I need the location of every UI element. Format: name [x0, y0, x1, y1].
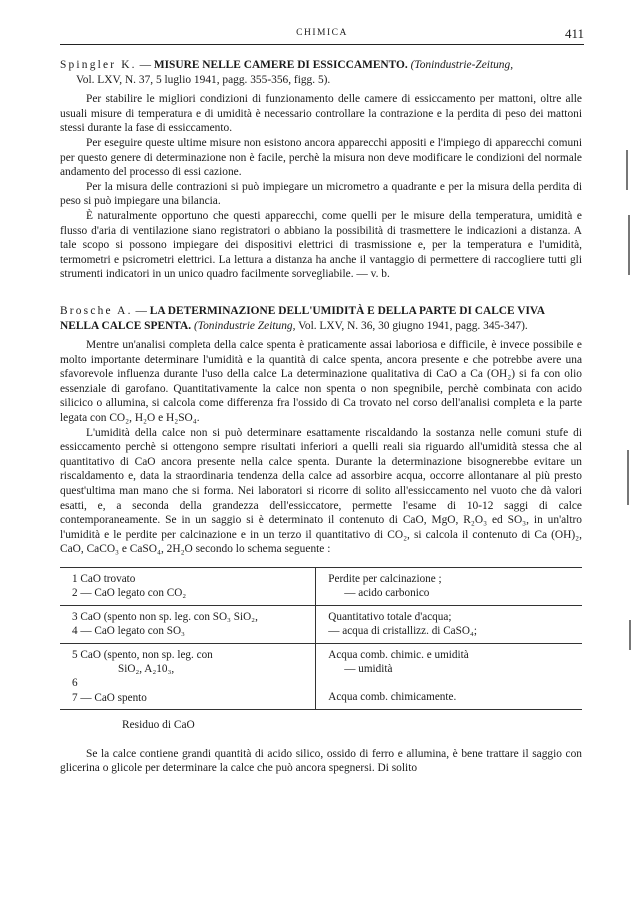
entry-citation: Vol. LXV, N. 36, 30 giugno 1941, pagg. 345-347). [298, 319, 528, 332]
entry-heading: Brosche A. — LA DETERMINAZIONE DELL'UMIDITÀ E DELLA PARTE DI CALCE VIVA NELLA CALCE SPENTA. (Tonindustrie Zeitung, Vol. LXV, N. 36, 30 giugno 1941, pagg. 345-347). [60, 304, 545, 332]
scheme-line: Quantitativo totale d'acqua; [328, 610, 452, 623]
scheme-line: 1 CaO trovato [72, 573, 136, 585]
paragraph: Se la calce contiene grandi quantità di acido silico, ossido di ferro e allumina, è bene trattare il saggio con glicerina o glicole per determinare la calce che può ancora spegnersi. Di solito [60, 747, 582, 775]
scheme-blank-line [328, 676, 572, 690]
scheme-line: 4 — CaO legato con SO₃ [72, 625, 185, 638]
running-header [60, 26, 584, 42]
entry-title: MISURE NELLE CAMERE DI ESSICCAMENTO. [153, 59, 408, 71]
entry-heading: Spingler K. — MISURE NELLE CAMERE DI ESSICCAMENTO. (Tonindustrie-Zeitung, Vol. LXV, N. 37, 5 luglio 1941, pagg. 355-356, figg. 5). [60, 58, 582, 87]
scheme-line: — acido carbonico [344, 587, 430, 600]
scheme-right-cell [316, 568, 582, 606]
entry-author: Brosche A. [60, 304, 133, 317]
scheme-row [60, 643, 582, 710]
scan-edge-mark [629, 620, 631, 650]
header-rule [60, 44, 584, 45]
abstract-entry [60, 58, 582, 282]
scheme-line: Acqua comb. chimicamente. [328, 691, 457, 704]
scheme-line: 2 — CaO legato con CO₂ [72, 587, 187, 600]
scheme-line: 6 [72, 677, 78, 690]
scan-edge-mark [627, 450, 629, 505]
scan-edge-mark [626, 150, 628, 190]
paragraph: È naturalmente opportuno che questi apparecchi, come quelli per le misure della temperatura, umidità e flusso d'aria di ventilazione siano registratori o abbiano la possibilità di trasmettere le indicazioni a distanza. A tale scopo si possono impiegare dei dispositivi elettrici di trasmissione e, per la temperatura e l'umidità, termometri e psicrometri elettrici. La lettura a distanza ha anche il vantaggio di permettere di raccogliere tutti gli strumenti indicatori in un unico quadro facilmente sorvegliabile. — v. b. [60, 209, 582, 281]
paragraph: Per stabilire le migliori condizioni di funzionamento delle camere di essiccamento per mattoni, oltre alle usuali misure di temperatura e di umidità è necessario controllare la contrazione e la perdita di peso dei mattoni stessi durante la fase di essiccamento. [60, 93, 582, 135]
calculation-scheme-table [60, 567, 582, 710]
scheme-line: 5 CaO (spento, non sp. leg. con [72, 648, 213, 661]
entry-citation: Vol. LXV, N. 37, 5 luglio 1941, pagg. 355-356, figg. 5). [76, 73, 331, 86]
scheme-line: Perdite per calcinazione ; [328, 573, 442, 585]
scheme-line: 3 CaO (spento non sp. leg. con SO₃ SiO₂, [72, 610, 258, 623]
scheme-right-cell [316, 605, 582, 643]
scheme-line: SiO₂, A₂10₃, [118, 663, 175, 676]
scheme-left-cell [60, 643, 316, 710]
paragraph: Per la misura delle contrazioni si può impiegare un micrometro a quadrante e per la misura della perdita di peso si può impiegare una bilancia. [60, 180, 582, 208]
scheme-line: 7 — CaO spento [72, 691, 147, 704]
scheme-line: Acqua comb. chimic. e umidità [328, 648, 469, 661]
scheme-left-cell [60, 568, 316, 606]
scheme-row [60, 568, 582, 606]
entry-journal: (Tonindustrie Zeitung, [193, 319, 296, 332]
paragraph: Per eseguire queste ultime misure non esistono ancora apparecchi appositi e l'impiego di apparecchi comuni per questo genere di determinazione non è facile, perchè la misura non deve modificare le condizioni del normale andamento del processo di essi cazione. [60, 136, 582, 179]
scheme-line: — acqua di cristallizz. di CaSO₄; [328, 625, 477, 638]
section-title: CHIMICA [296, 28, 348, 38]
page-body [60, 58, 582, 776]
scheme-line: — umidità [344, 663, 393, 676]
scheme-left-cell [60, 605, 316, 643]
paragraph: L'umidità della calce non si può determinare esattamente riscaldando la sostanza nelle comuni stufe di essiccamento perchè si ottengono sempre risultati inferiori a quelli reali sia riguardo all'umidità stessa che al quantitativo di CaO ancora presente nella calce spenta. Durante la determinazione bisognerebbe evitare un riscaldamento e, data la straordinaria tendenza della calce ad assorbire acqua, occorre allontanare al più presto quest'ultima man mano che si forma. Nei laboratori si ricorre di solito all'essiccamento nel vuoto che dà valori esatti, e, a seconda della grandezza dell'essiccatore, permette l'esame di 10-12 saggi di calce contemporaneamente. Se in un saggio si è determinato il contenuto di CaO, MgO, R₂O₃ ed SO₃, in un'altro l'umidità e le perdite per calcinazione e in un terzo il quantitativo di CO₂, si calcola il contenuto di Ca (OH)₂, CaO, CaCO₃ e CaSO₄, 2H₂O secondo lo schema seguente : [60, 426, 582, 556]
scheme-right-cell [316, 643, 582, 710]
entry-title: LA DETERMINAZIONE DELL'UMIDITÀ E DELLA PARTE DI CALCE VIVA NELLA CALCE SPENTA. [60, 304, 545, 332]
entry-author: Spingler K. [60, 59, 137, 71]
paragraph: Mentre un'analisi completa della calce spenta è praticamente assai laboriosa e difficile, è invece possibile e molto importante determinare l'umidità e la quantità di calce spenta, ancora presente e che potrebbe avere una sfavorevole influenza durante l'uso della calce La determinazione qualitativa di CaO a Ca (OH₂) si fa con olio essenziale di garofano. Quantitativamente la calce non spenta o non spegnibile, perchè combinata con acido silicico o allumina, si calcola come differenza fra l'ossido di Ca trovato nel corso dell'analisi completa e la parte legata con CO₂, H₂O e H₂SO₄. [60, 339, 582, 425]
scan-edge-mark [628, 215, 630, 275]
scheme-footer: Residuo di CaO [122, 719, 195, 732]
scheme-row [60, 605, 582, 643]
page-number: 411 [564, 26, 584, 41]
abstract-entry [60, 304, 582, 557]
entry-journal: (Tonindustrie-Zeitung, [410, 59, 514, 71]
